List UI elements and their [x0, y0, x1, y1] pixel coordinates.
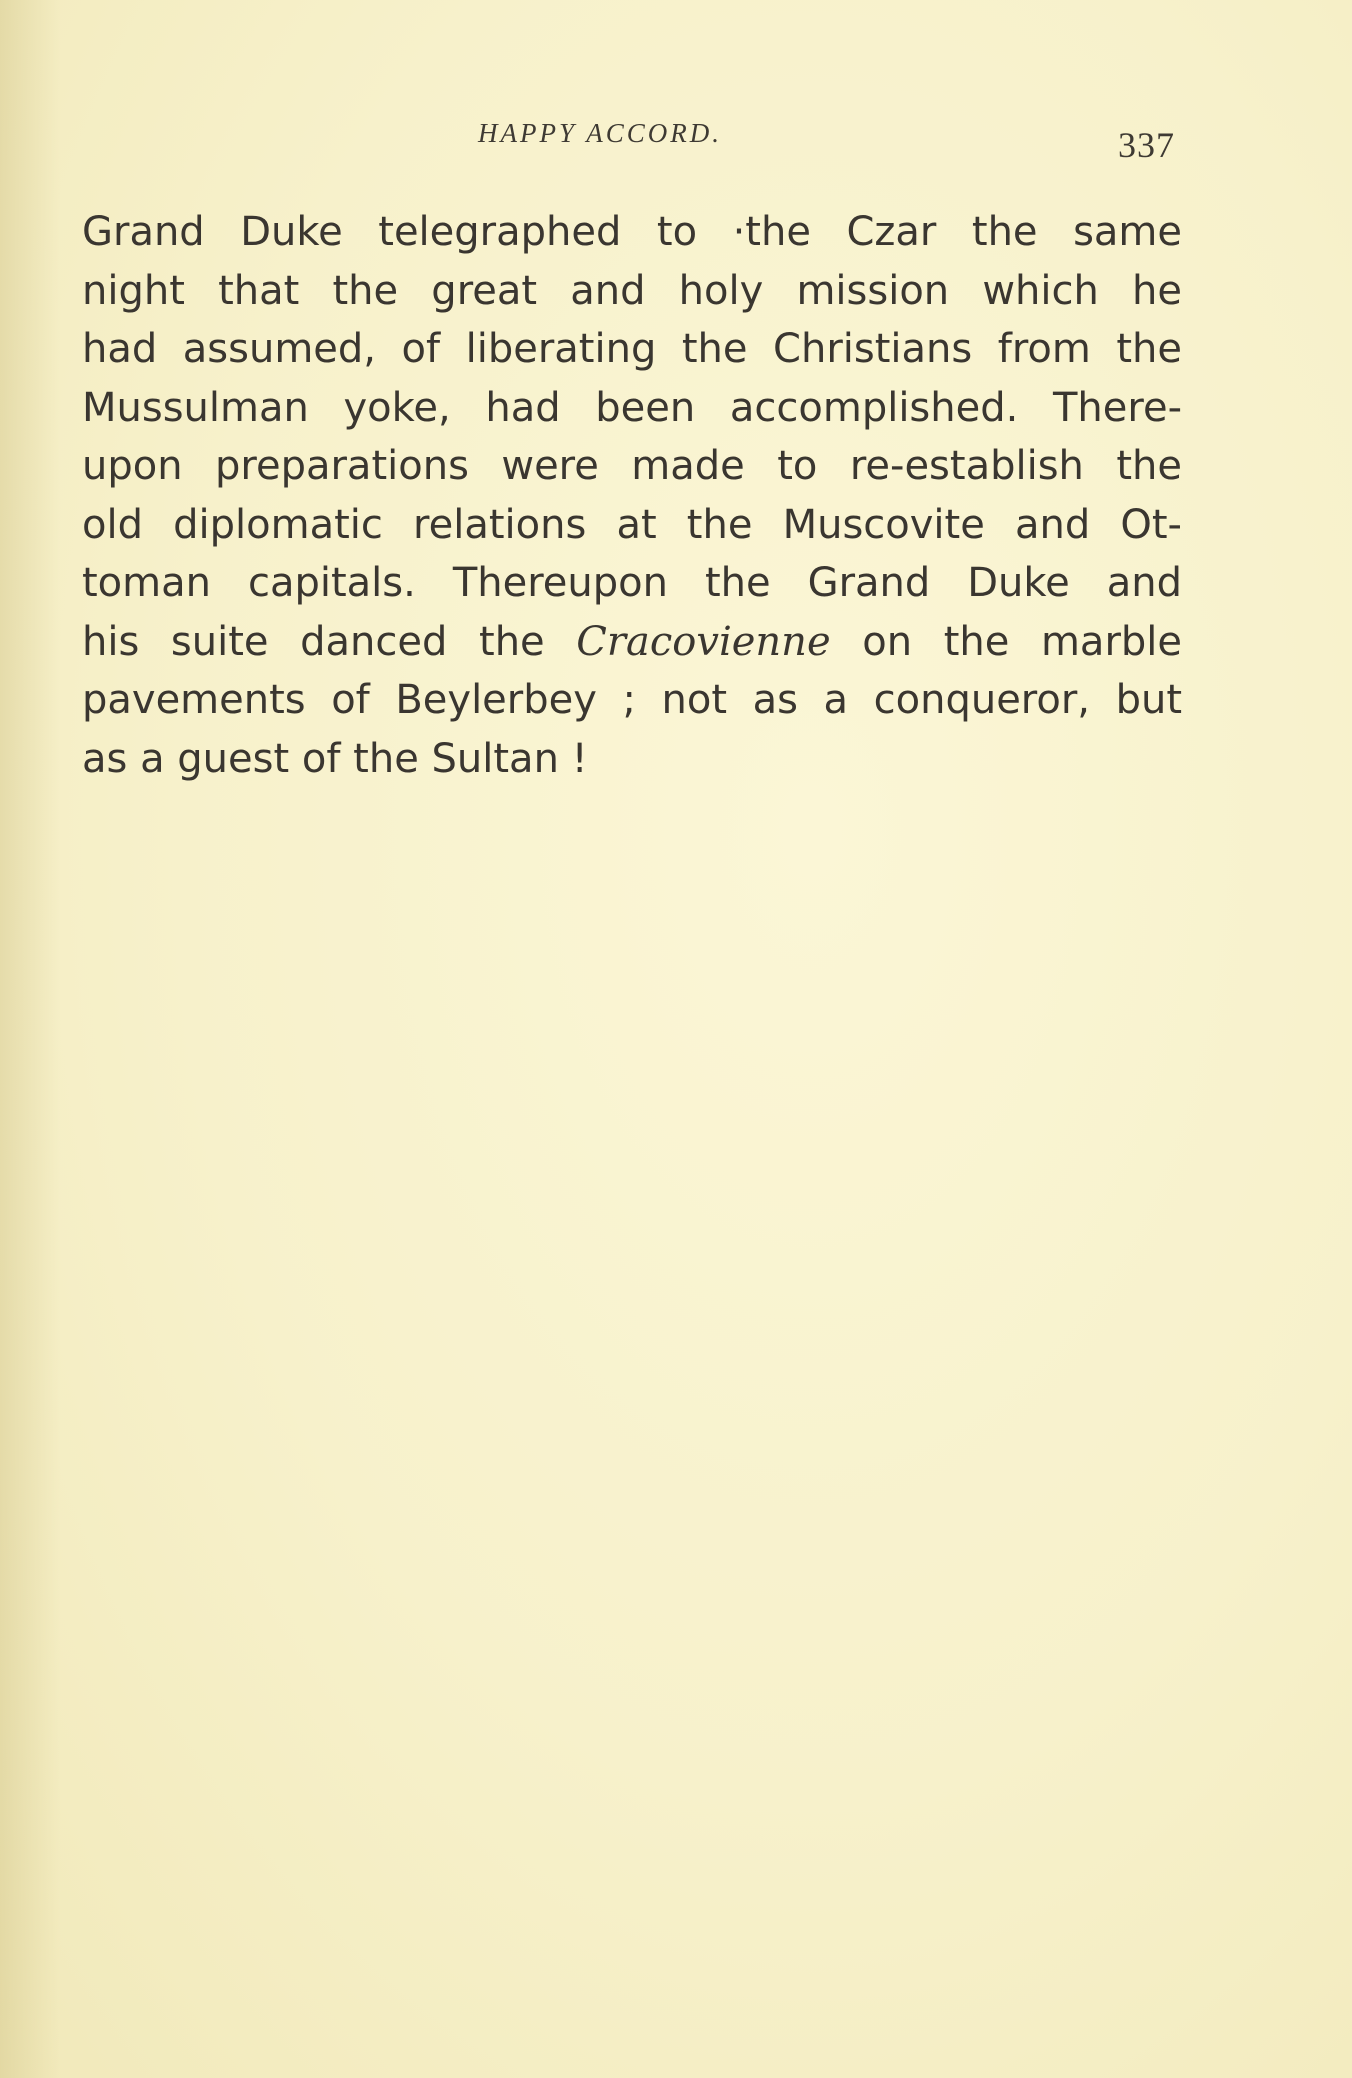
body-paragraph — [82, 203, 1182, 788]
text-line: Grand Duke telegraphed to ·the Czar the same — [82, 209, 1182, 255]
text-line: old diplomatic relations at the Muscovite and Ot- — [82, 501, 1182, 548]
text-line: upon preparations were made to re-establish the — [82, 443, 1182, 489]
running-title: HAPPY ACCORD. — [478, 118, 723, 148]
text-line: toman capitals. Thereupon the Grand Duke and — [82, 560, 1182, 606]
italic-word: Cracovienne — [576, 618, 831, 665]
text-line: night that the great and holy mission which he — [82, 267, 1182, 314]
page-number: 337 — [1118, 125, 1175, 165]
text-line: pavements of Beylerbey ; not as a conqueror, but — [82, 677, 1182, 723]
text-line-last: as a guest of the Sultan ! — [82, 735, 588, 782]
text-line: Mussulman yoke, had been accomplished. There- — [82, 384, 1182, 431]
page-edge-shadow — [0, 0, 60, 2078]
text-line: had assumed, of liberating the Christians from the — [82, 326, 1182, 372]
text-segment: on the marble — [830, 618, 1182, 665]
text-segment: his suite danced the — [82, 618, 577, 665]
text-line-with-italic — [82, 613, 1182, 672]
running-head — [0, 118, 1352, 165]
